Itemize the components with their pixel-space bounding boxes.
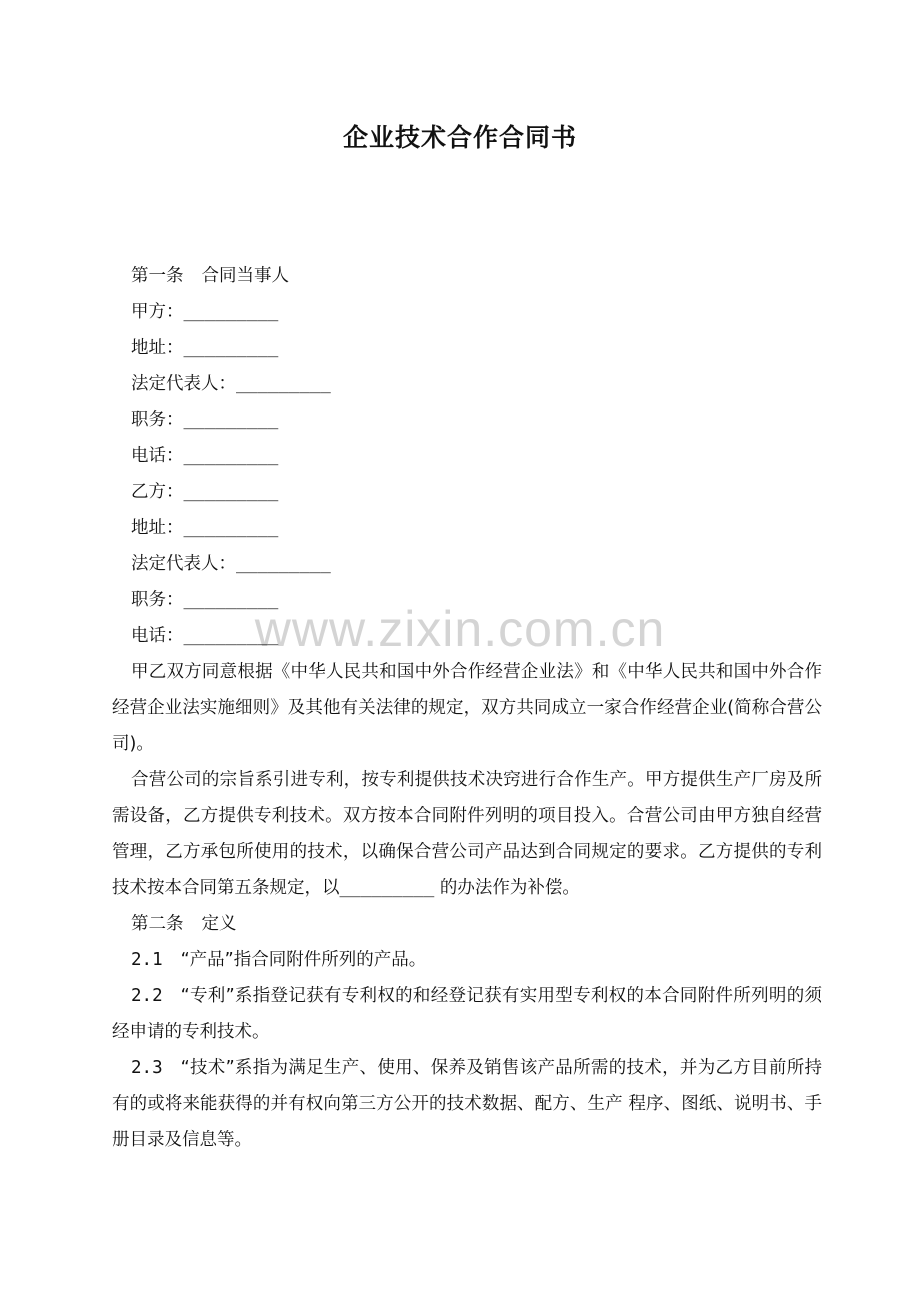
field-blank: _________ (339, 878, 435, 898)
section-heading (112, 906, 822, 942)
field-label: 乙方： (131, 482, 184, 502)
field-label: 职务： (131, 410, 184, 430)
field-label: 电话： (131, 446, 184, 466)
paragraph-text: 合营公司的宗旨系引进专利，按专利提供技术决窍进行合作生产。甲方提供生产厂房及所需设备，乙方提供专利技术。双方按本合同附件列明的项目投入。合营公司由甲方独自经营管理，乙方承包所使用的技术，以确保合营公司产品达到合同规定的要求。乙方提供的专利技术按本合同第五条规定，以 (112, 770, 822, 898)
item-text: “产品”指合同附件所列的产品。 (180, 950, 427, 970)
field-blank: _________ (183, 518, 279, 538)
field-blank: _________ (183, 482, 279, 502)
field-blank: _________ (183, 626, 279, 646)
party-field (112, 294, 822, 330)
party-field (112, 330, 822, 366)
party-field (112, 510, 822, 546)
field-blank: _________ (183, 446, 279, 466)
item-number: 2.1 (131, 950, 163, 970)
party-field (112, 546, 822, 582)
party-field (112, 438, 822, 474)
section-number: 第二条 (131, 914, 184, 934)
item-number: 2.3 (131, 1058, 163, 1078)
definition-item (112, 1050, 822, 1158)
field-blank: _________ (183, 338, 279, 358)
field-blank: _________ (183, 302, 279, 322)
field-label: 法定代表人： (131, 554, 236, 574)
item-text: “专利”系指登记获有专利权的和经登记获有实用型专利权的本合同附件所列明的须经申请的专利技术。 (112, 986, 822, 1042)
party-field (112, 582, 822, 618)
section-number: 第一条 (131, 266, 184, 286)
section-title: 定义 (201, 914, 237, 934)
field-label: 甲方： (131, 302, 184, 322)
definition-item (112, 978, 822, 1050)
paragraph (112, 762, 822, 906)
paragraph-text: 的办法作为补偿。 (434, 878, 580, 898)
watermark: www.zixin.com.cn (254, 601, 666, 657)
field-label: 法定代表人： (131, 374, 236, 394)
field-blank: _________ (236, 374, 331, 394)
contract-body (112, 258, 822, 1158)
field-blank: _________ (236, 554, 331, 574)
item-number: 2.2 (131, 986, 163, 1006)
field-label: 职务： (131, 590, 184, 610)
party-field (112, 474, 822, 510)
document-title: 企业技术合作合同书 (342, 123, 577, 152)
field-blank: _________ (183, 590, 279, 610)
party-field (112, 402, 822, 438)
field-label: 电话： (131, 626, 184, 646)
definition-item (112, 942, 822, 978)
item-text: “技术”系指为满足生产、使用、保养及销售该产品所需的技术，并为乙方目前所持有的或将来能获得的并有权向第三方公开的技术数据、配方、生产 程序、图纸、说明书、手册目录及信息等。 (112, 1058, 822, 1150)
party-field (112, 618, 822, 654)
field-label: 地址： (131, 338, 184, 358)
section-title: 合同当事人 (201, 266, 289, 286)
party-field (112, 366, 822, 402)
section-heading (112, 258, 822, 294)
paragraph: 甲乙双方同意根据《中华人民共和国中外合作经营企业法》和《中华人民共和国中外合作经营企业法实施细则》及其他有关法律的规定，双方共同成立一家合作经营企业(简称合营公司)。 (112, 662, 822, 754)
field-label: 地址： (131, 518, 184, 538)
field-blank: _________ (183, 410, 279, 430)
